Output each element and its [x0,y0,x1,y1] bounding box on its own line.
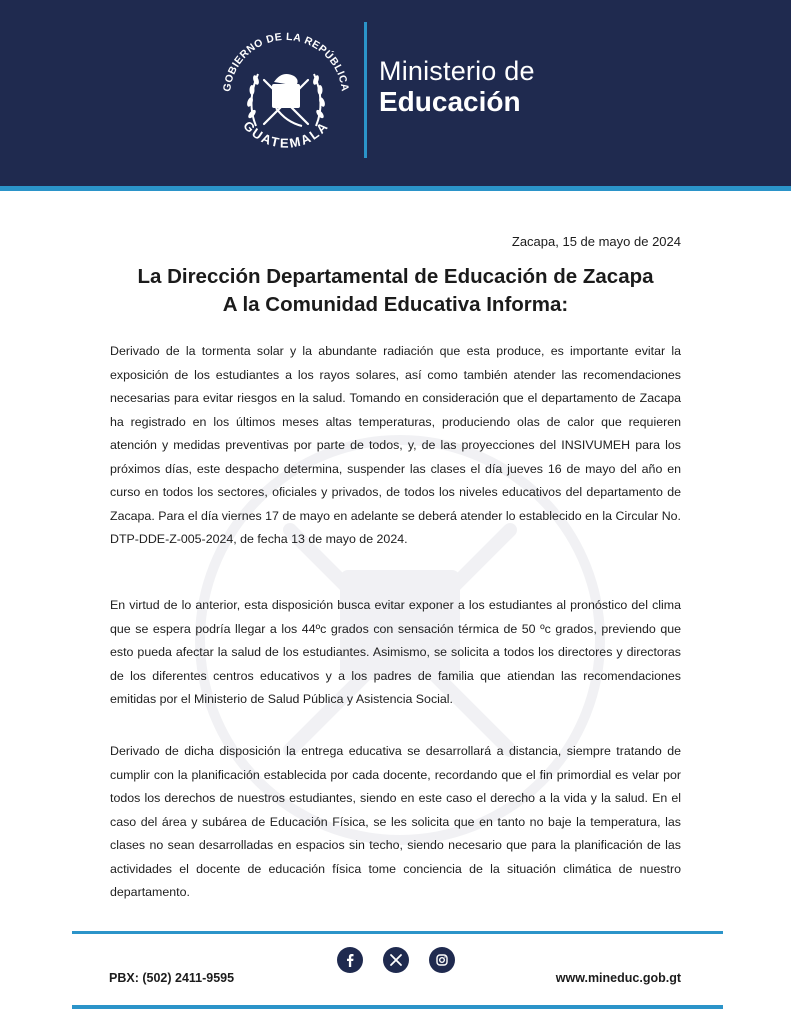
facebook-icon[interactable] [337,947,363,973]
header-accent-stripe [0,186,791,191]
ministry-name-line1: Ministerio de [379,56,535,86]
letterhead-header [0,0,791,186]
body-paragraph: Derivado de dicha disposición la entrega educativa se desarrollará a distancia, siempre tratando de cumplir con la planificación establecida por cada docente, recordando que el fin primordial es velar por todos los derechos de nuestros estudiantes, siendo en este caso el derecho a la vida y la salud. En el caso del área y subárea de Educación Física, se les solicita que en tanto no baje la temperatura, las clases no sean desarrolladas en espacios sin techo, siendo necesario que para la planificación de las actividades el docente de educación física tome conciencia de la situación climática de nuestro departamento. [110,744,681,899]
header-divider [364,22,367,158]
x-icon[interactable] [383,947,409,973]
document-title-line1: La Dirección Departamental de Educación de Zacapa [137,265,654,288]
document-title-line2: A la Comunidad Educativa Informa: [222,293,569,316]
seal-text-bottom: GUATEMALA [240,117,332,151]
body-paragraph: En virtud de lo anterior, esta disposición busca evitar exponer a los estudiantes al pronóstico del clima que se espera podría llegar a los 44ºc grados con sensación térmica de 50 ºc grados, previendo que esto pueda afectar la salud de los estudiantes. Asimismo, se solicita a todos los directores y directoras de los diferentes centros educativos y a los padres de familia que atiendan las recomendaciones emitidas por el Ministerio de Salud Pública y Asistencia Social. [110,598,681,706]
footer-website-link[interactable]: www.mineduc.gob.gt [555,971,681,985]
document-date: Zacapa, 15 de mayo de 2024 [511,234,681,249]
footer-divider-bottom [72,1005,723,1009]
footer-phone: PBX: (502) 2411-9595 [109,971,235,985]
body-paragraph: Derivado de la tormenta solar y la abundante radiación que esta produce, es importante evitar la exposición de los estudiantes a los rayos solares, así como también atender las recomendaciones necesarias para evitar riesgos en la salud. Tomando en consideración que el departamento de Zacapa ha registrado en los últimos meses altas temperaturas, produciendo olas de calor que requieren atención y medidas preventivas por parte de todos, y, de las proyecciones del INSIVUMEH para los próximos días, este despacho determina, suspender las clases el día jueves 16 de mayo del año en curso en todos los sectores, oficiales y privados, de todos los niveles educativos del departamento de Zacapa. Para el día viernes 17 de mayo en adelante se deberá atender lo establecido en la Circular No. DTP-DDE-Z-005-2024, de fecha 13 de mayo de 2024. [110,344,681,546]
footer-divider-top [72,931,723,934]
coat-of-arms-seal-icon [212,22,360,170]
ministry-name-line2: Educación [379,86,521,117]
instagram-icon[interactable] [429,947,455,973]
seal-text-top: GOBIERNO DE LA REPÚBLICA [221,30,351,93]
